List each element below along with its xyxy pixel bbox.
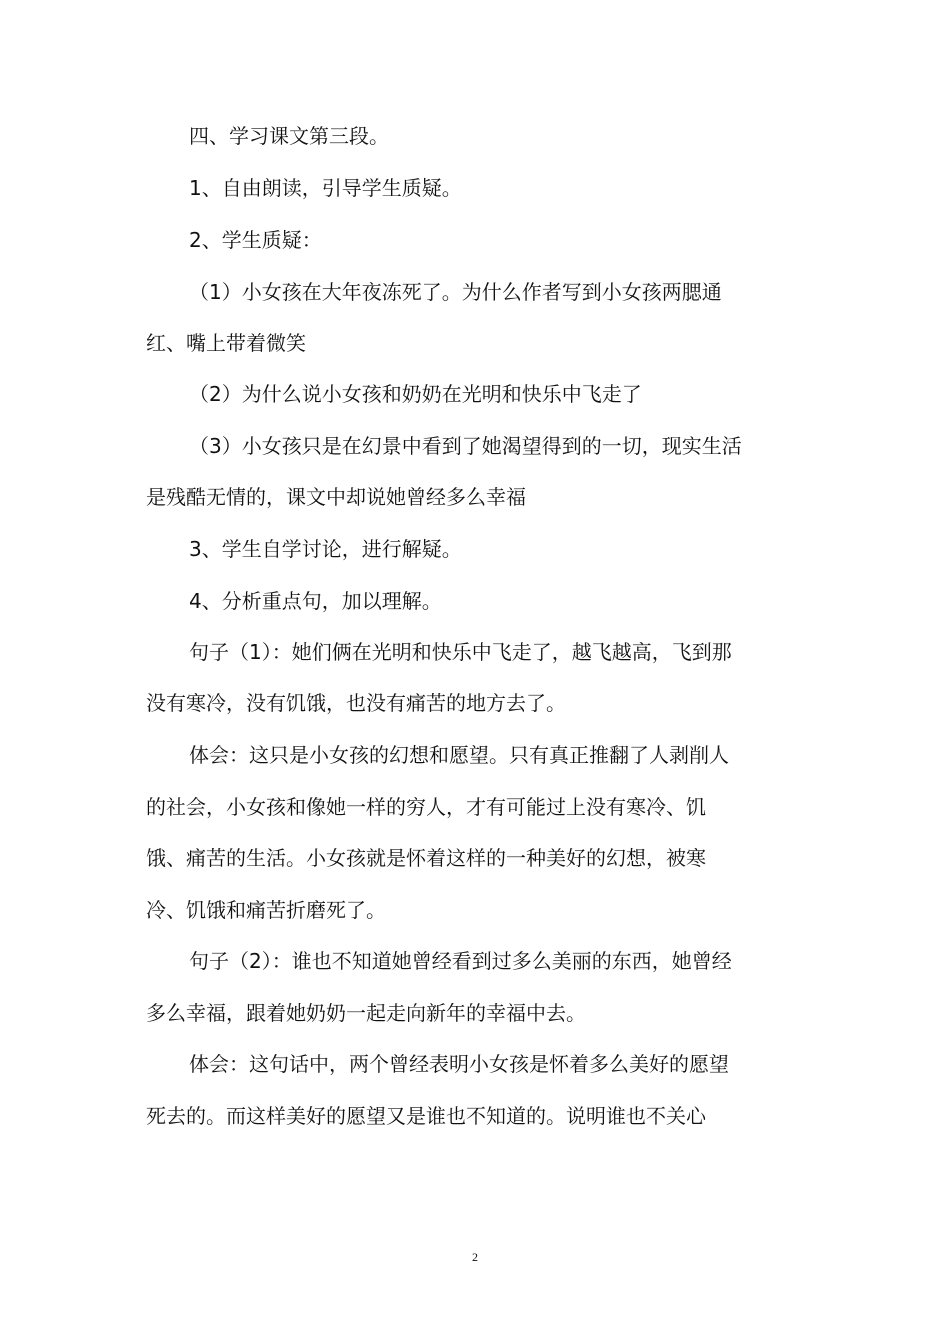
text-line: （2）为什么说小女孩和奶奶在光明和快乐中飞走了 [189, 382, 642, 406]
text-line: 2、学生质疑： [189, 228, 322, 252]
text-line: 的社会，小女孩和像她一样的穷人，才有可能过上没有寒冷、饥 [146, 795, 706, 819]
text-line: （1）小女孩在大年夜冻死了。为什么作者写到小女孩两腮通 [189, 280, 722, 304]
text-line: 四、学习课文第三段。 [189, 124, 389, 148]
text-line: 3、学生自学讨论，进行解疑。 [189, 537, 462, 561]
text-line: 死去的。而这样美好的愿望又是谁也不知道的。说明谁也不关心 [146, 1104, 706, 1128]
text-line: 冷、饥饿和痛苦折磨死了。 [146, 898, 386, 922]
text-line: 没有寒冷，没有饥饿，也没有痛苦的地方去了。 [146, 691, 566, 715]
page-number: 2 [472, 1250, 478, 1264]
text-line: 体会：这句话中，两个曾经表明小女孩是怀着多么美好的愿望 [189, 1052, 729, 1076]
text-line: 句子（1）：她们俩在光明和快乐中飞走了，越飞越高，飞到那 [189, 640, 732, 664]
text-line: 多么幸福，跟着她奶奶一起走向新年的幸福中去。 [146, 1001, 586, 1025]
text-line: 4、分析重点句，加以理解。 [189, 589, 442, 613]
text-line: 饿、痛苦的生活。小女孩就是怀着这样的一种美好的幻想，被寒 [146, 846, 706, 870]
text-line: 是残酷无情的，课文中却说她曾经多么幸福 [146, 485, 526, 509]
text-line: 红、嘴上带着微笑 [146, 331, 306, 355]
text-line: 1、自由朗读，引导学生质疑。 [189, 176, 462, 200]
text-line: 体会：这只是小女孩的幻想和愿望。只有真正推翻了人剥削人 [189, 743, 729, 767]
text-line: （3）小女孩只是在幻景中看到了她渴望得到的一切，现实生活 [189, 434, 742, 458]
text-line: 句子（2）：谁也不知道她曾经看到过多么美丽的东西，她曾经 [189, 949, 732, 973]
